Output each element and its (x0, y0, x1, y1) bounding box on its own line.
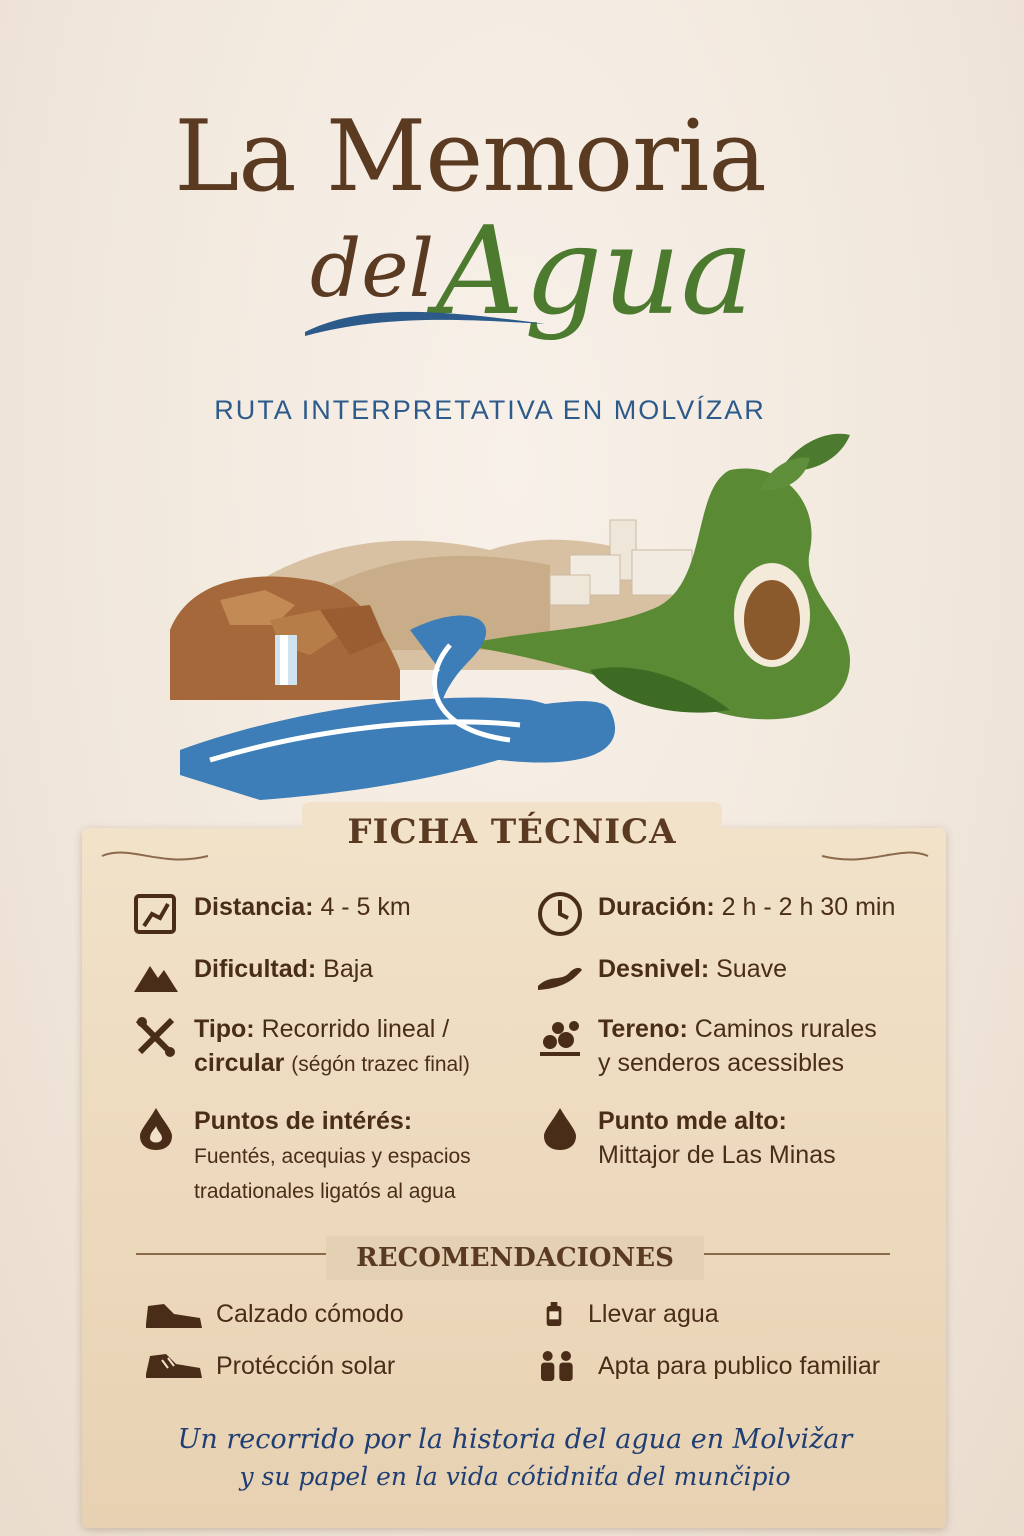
route-icon (132, 1012, 180, 1060)
puntos-interes-label: Puntos de intérés: (194, 1107, 413, 1135)
rec-item-calzado (144, 1294, 404, 1334)
distancia-value: 4 - 5 km (320, 893, 411, 921)
footer-line1: Un recorrido por la historia del agua en Molvižar (177, 1424, 853, 1455)
family-icon (536, 1346, 586, 1386)
title-agua: Agua (436, 200, 754, 342)
rec-item-proteccion (144, 1346, 395, 1386)
footer-line2: y su papel en la vida cótidniťa del munčipio (239, 1462, 791, 1491)
duracion-value: 2 h - 2 h 30 min (721, 893, 896, 921)
ficha-item-duracion (536, 890, 895, 938)
tipo-label2: circular (194, 1049, 285, 1077)
puntos-interes-value: Fuentés, acequias y espacios (194, 1145, 471, 1168)
bottle-icon (536, 1294, 576, 1334)
duracion-label: Duración: (598, 893, 715, 921)
shoe-icon (144, 1294, 204, 1334)
rec-proteccion-text: Protécción solar (216, 1351, 396, 1380)
ficha-item-punto-alto (536, 1104, 836, 1172)
desnivel-value: Suave (716, 955, 788, 983)
drop-icon (536, 1104, 584, 1152)
tipo-value2: (ségón trazec final) (291, 1053, 470, 1076)
title-line1: La Memoria (174, 100, 766, 214)
tipo-label: Tipo: (194, 1015, 255, 1043)
water-drop-icon (132, 1104, 180, 1152)
water-swoosh-icon (300, 300, 550, 340)
rec-divider-right (704, 1253, 890, 1255)
subtitle: RUTA INTERPRETATIVA EN MOLVÍZAR (214, 395, 766, 425)
rec-item-familiar (536, 1346, 880, 1386)
title-del: del (310, 222, 435, 315)
mountain-icon (132, 952, 180, 1000)
ficha-item-tipo (132, 1012, 470, 1081)
ficha-item-dificultad (132, 952, 373, 1000)
ficha-item-desnivel (536, 952, 787, 1000)
ficha-item-tereno (536, 1012, 877, 1080)
puntos-interes-value2: tradationales ligatós al agua (194, 1180, 456, 1203)
ornament-right-icon (820, 844, 930, 868)
desnivel-label: Desnivel: (598, 955, 710, 983)
tipo-value: Recorrido lineal / (261, 1015, 450, 1043)
tereno-label: Tereno: (598, 1015, 688, 1043)
landscape-illustration (170, 430, 860, 800)
dificultad-value: Baja (323, 955, 374, 983)
ficha-item-puntos-interes (132, 1104, 471, 1208)
tereno-value2: y senderos acessibles (598, 1049, 844, 1077)
rec-agua-text: Llevar agua (588, 1299, 719, 1328)
ornament-left-icon (100, 844, 210, 868)
sneaker-icon (144, 1346, 204, 1386)
ficha-title: FICHA TÉCNICA (347, 812, 677, 852)
rec-familiar-text: Apta para publico familiar (598, 1351, 881, 1380)
slope-icon (536, 952, 584, 1000)
map-distance-icon (132, 890, 180, 938)
punto-alto-value: Mittajor de Las Minas (598, 1141, 836, 1169)
dificultad-label: Dificultad: (194, 955, 317, 983)
stones-icon (536, 1012, 584, 1060)
recomendaciones-title: RECOMENDACIONES (326, 1236, 704, 1280)
clock-icon (536, 890, 584, 938)
ficha-item-distancia (132, 890, 411, 938)
rec-divider-left (136, 1253, 326, 1255)
punto-alto-label: Punto mde alto: (598, 1107, 787, 1135)
distancia-label: Distancia: (194, 893, 314, 921)
rec-item-agua (536, 1294, 719, 1334)
tereno-value: Caminos rurales (694, 1015, 877, 1043)
rec-calzado-text: Calzado cómodo (216, 1299, 404, 1328)
